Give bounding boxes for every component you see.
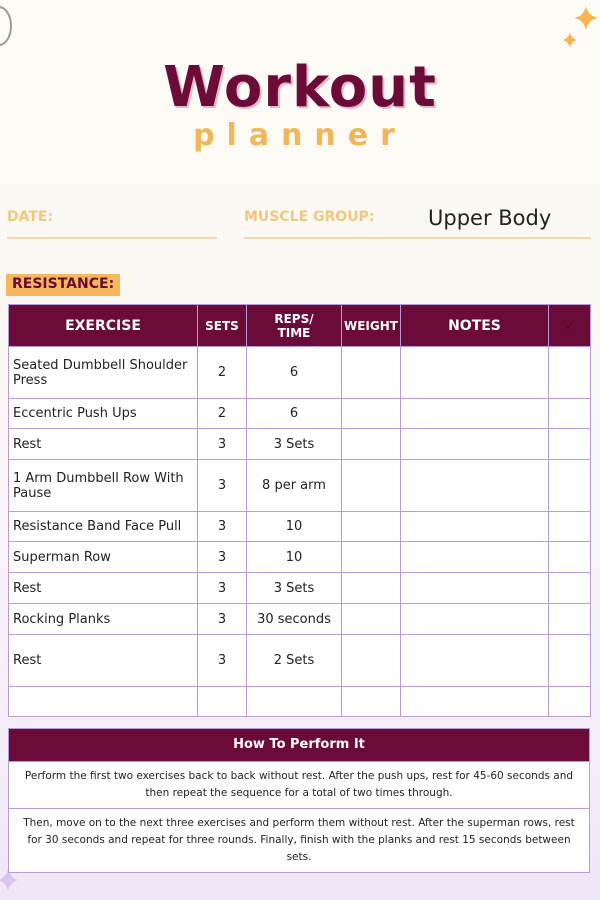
date-field[interactable] xyxy=(7,237,217,239)
table-row xyxy=(9,460,591,512)
exercise-cell: Superman Row xyxy=(9,542,198,573)
reps-cell xyxy=(247,687,342,717)
weight-cell[interactable] xyxy=(342,635,401,687)
sets-cell: 2 xyxy=(198,399,247,429)
sets-cell: 3 xyxy=(198,573,247,604)
table-row xyxy=(9,573,591,604)
col-notes: NOTES xyxy=(401,305,549,347)
weight-cell[interactable] xyxy=(342,512,401,542)
exercise-cell: Rest xyxy=(9,573,198,604)
exercise-cell: Rest xyxy=(9,429,198,460)
sets-cell: 3 xyxy=(198,512,247,542)
how-paragraph: Then, move on to the next three exercises and perform them without rest. After the superman rows, rest for 30 seconds and repeat for three rounds. Finally, finish with the planks and rest 15 seconds between sets. xyxy=(9,808,589,872)
col-sets: SETS xyxy=(198,305,247,347)
reps-cell: 10 xyxy=(247,542,342,573)
sets-cell: 3 xyxy=(198,460,247,512)
notes-cell[interactable] xyxy=(401,512,549,542)
exercise-cell: Eccentric Push Ups xyxy=(9,399,198,429)
notes-cell[interactable] xyxy=(401,542,549,573)
how-title: How To Perform It xyxy=(9,729,589,761)
sets-cell: 3 xyxy=(198,429,247,460)
exercise-cell: Resistance Band Face Pull xyxy=(9,512,198,542)
page-title: Workout xyxy=(163,55,437,120)
exercise-cell: Rocking Planks xyxy=(9,604,198,635)
notes-cell[interactable] xyxy=(401,604,549,635)
col-exercise: EXERCISE xyxy=(9,305,198,347)
check-cell[interactable] xyxy=(549,347,591,399)
table-row xyxy=(9,542,591,573)
notes-cell[interactable] xyxy=(401,635,549,687)
logo-icon xyxy=(0,6,12,46)
table-row xyxy=(9,429,591,460)
exercise-cell xyxy=(9,687,198,717)
weight-cell[interactable] xyxy=(342,604,401,635)
sets-cell xyxy=(198,687,247,717)
check-cell[interactable] xyxy=(549,512,591,542)
notes-cell[interactable] xyxy=(401,573,549,604)
reps-cell: 3 Sets xyxy=(247,429,342,460)
table-row xyxy=(9,635,591,687)
reps-cell: 30 seconds xyxy=(247,604,342,635)
muscle-group-label: MUSCLE GROUP: xyxy=(244,209,375,225)
exercise-cell: Rest xyxy=(9,635,198,687)
check-cell[interactable] xyxy=(549,399,591,429)
reps-cell: 2 Sets xyxy=(247,635,342,687)
sparkle-icon xyxy=(558,6,600,54)
col-reps: REPS/ TIME xyxy=(247,305,342,347)
sets-cell: 3 xyxy=(198,604,247,635)
notes-cell[interactable] xyxy=(401,399,549,429)
exercise-cell: 1 Arm Dumbbell Row With Pause xyxy=(9,460,198,512)
how-paragraph: Perform the first two exercises back to back without rest. After the push ups, rest for 45-60 seconds and then repeat the sequence for a total of two times through. xyxy=(9,761,589,808)
weight-cell[interactable] xyxy=(342,347,401,399)
reps-cell: 8 per arm xyxy=(247,460,342,512)
notes-cell[interactable] xyxy=(401,429,549,460)
col-weight: WEIGHT xyxy=(342,305,401,347)
check-cell[interactable] xyxy=(549,542,591,573)
notes-cell[interactable] xyxy=(401,460,549,512)
check-cell[interactable] xyxy=(549,687,591,717)
reps-cell: 6 xyxy=(247,347,342,399)
date-label: DATE: xyxy=(7,209,54,225)
check-cell[interactable] xyxy=(549,573,591,604)
table-row xyxy=(9,399,591,429)
section-label: RESISTANCE: xyxy=(6,274,120,296)
reps-cell: 6 xyxy=(247,399,342,429)
table-row xyxy=(9,604,591,635)
check-cell[interactable] xyxy=(549,460,591,512)
how-to-perform xyxy=(8,728,590,873)
muscle-group-field xyxy=(244,237,591,239)
table-row xyxy=(9,347,591,399)
check-cell[interactable] xyxy=(549,604,591,635)
reps-cell: 3 Sets xyxy=(247,573,342,604)
check-cell[interactable] xyxy=(549,635,591,687)
muscle-group-value[interactable]: Upper Body xyxy=(428,206,552,230)
sets-cell: 3 xyxy=(198,635,247,687)
weight-cell[interactable] xyxy=(342,460,401,512)
notes-cell[interactable] xyxy=(401,687,549,717)
notes-cell[interactable] xyxy=(401,347,549,399)
sets-cell: 2 xyxy=(198,347,247,399)
table-row xyxy=(9,512,591,542)
col-check-icon: ✓ xyxy=(549,305,591,347)
check-cell[interactable] xyxy=(549,429,591,460)
weight-cell[interactable] xyxy=(342,399,401,429)
reps-cell: 10 xyxy=(247,512,342,542)
exercise-table xyxy=(8,304,591,717)
weight-cell[interactable] xyxy=(342,542,401,573)
weight-cell[interactable] xyxy=(342,429,401,460)
table-row xyxy=(9,687,591,717)
page-subtitle: planner xyxy=(193,118,407,153)
exercise-cell: Seated Dumbbell Shoulder Press xyxy=(9,347,198,399)
sets-cell: 3 xyxy=(198,542,247,573)
weight-cell[interactable] xyxy=(342,687,401,717)
weight-cell[interactable] xyxy=(342,573,401,604)
